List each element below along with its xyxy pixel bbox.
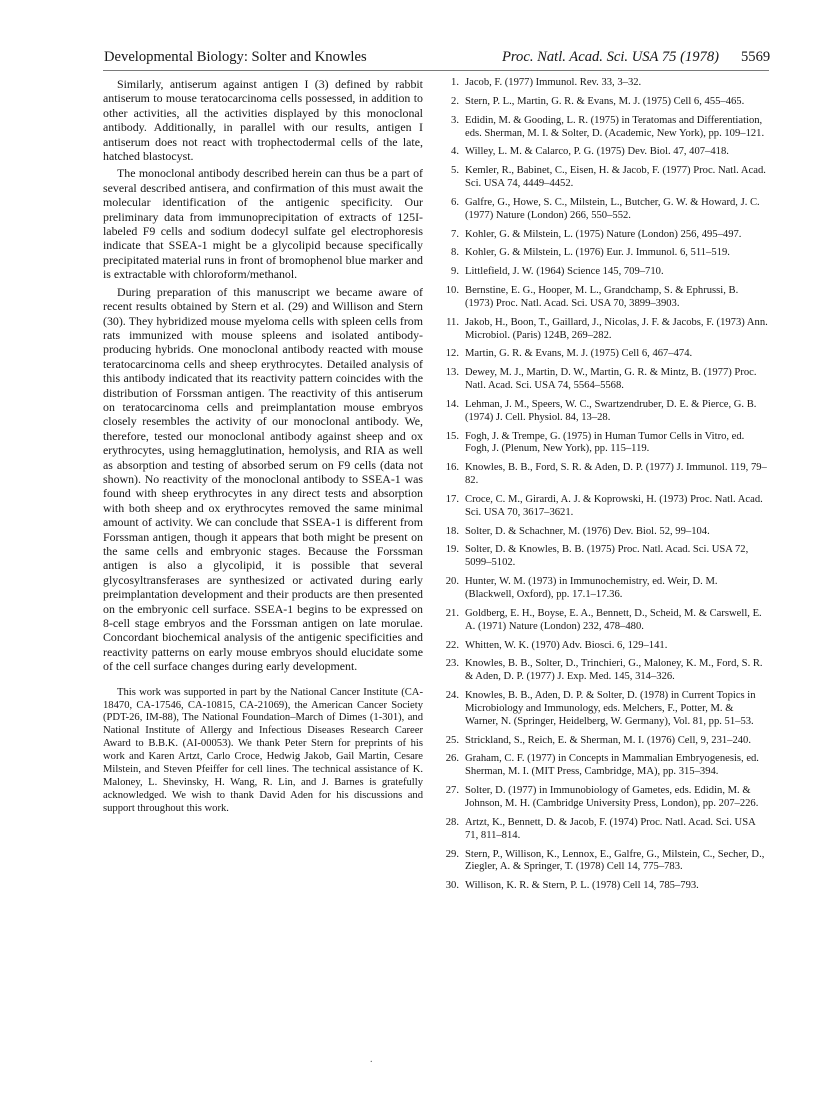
reference-item: [441, 367, 769, 393]
reference-number: 20.: [445, 576, 459, 588]
reference-number: 27.: [445, 785, 459, 797]
reference-item: [441, 77, 769, 90]
reference-item: [441, 785, 769, 811]
body-paragraph-1: Similarly, antiserum against antigen I (3) defined by rabbit antiserum to mouse teratocarcinoma cells possessed, in addition to other activities, all the activities displayed by this monoclonal antibody. Additionally, in parallel with our results, antigen I antiserum does not react with trophectodermal cells of the late, hatched blastocyst.: [103, 77, 423, 164]
reference-number: 5.: [451, 165, 459, 177]
reference-text: Martin, G. R. & Evans, M. J. (1975) Cell 6, 467–474.: [465, 348, 693, 360]
reference-text: Willey, L. M. & Calarco, P. G. (1975) Dev. Biol. 47, 407–418.: [465, 146, 729, 158]
reference-text: Stern, P. L., Martin, G. R. & Evans, M. J. (1975) Cell 6, 455–465.: [465, 95, 745, 107]
reference-number: 11.: [446, 316, 459, 328]
reference-item: [441, 146, 769, 159]
reference-text: Artzt, K., Bennett, D. & Jacob, F. (1974) Proc. Natl. Acad. Sci. USA 71, 811–814.: [465, 816, 756, 841]
reference-number: 19.: [445, 544, 459, 556]
reference-text: Kemler, R., Babinet, C., Eisen, H. & Jacob, F. (1977) Proc. Natl. Acad. Sci. USA 74, 4449–4452.: [465, 165, 766, 189]
reference-item: [441, 753, 769, 779]
reference-number: 25.: [445, 734, 459, 746]
reference-number: 3.: [451, 114, 459, 126]
reference-item: [441, 817, 769, 843]
reference-text: Goldberg, E. H., Boyse, E. A., Bennett, D., Scheid, M. & Carswell, E. A. (1971) Nature (London) 232, 478–480.: [465, 607, 762, 632]
reference-list: [441, 77, 769, 893]
reference-number: 6.: [451, 196, 459, 208]
reference-item: [441, 880, 769, 893]
reference-item: [441, 658, 769, 684]
reference-number: 1.: [451, 77, 459, 88]
reference-item: [441, 317, 769, 343]
journal-citation: Proc. Natl. Acad. Sci. USA 75 (1978): [502, 49, 719, 65]
reference-number: 22.: [445, 639, 459, 651]
reference-text: Knowles, B. B., Ford, S. R. & Aden, D. P. (1977) J. Immunol. 119, 79–82.: [465, 462, 767, 487]
reference-item: [441, 526, 769, 539]
reference-number: 4.: [451, 146, 459, 158]
reference-item: [441, 229, 769, 242]
reference-number: 13.: [445, 367, 459, 379]
reference-text: Fogh, J. & Trempe, G. (1975) in Human Tumor Cells in Vitro, ed. Fogh, J. (Plenum, New York), pp. 115–119.: [465, 430, 745, 455]
reference-number: 9.: [451, 266, 459, 278]
reference-number: 26.: [445, 753, 459, 765]
reference-number: 7.: [451, 228, 459, 240]
reference-number: 8.: [451, 247, 459, 259]
reference-number: 28.: [445, 816, 459, 828]
reference-text: Willison, K. R. & Stern, P. L. (1978) Cell 14, 785–793.: [465, 880, 699, 892]
reference-text: Solter, D. & Schachner, M. (1976) Dev. Biol. 52, 99–104.: [465, 525, 710, 537]
page-mark: .: [370, 1054, 373, 1065]
reference-number: 18.: [445, 525, 459, 537]
reference-text: Hunter, W. M. (1973) in Immunochemistry, ed. Weir, D. M. (Blackwell, Oxford), pp. 17.1–17.36.: [465, 576, 718, 601]
reference-number: 23.: [445, 658, 459, 670]
reference-text: Jacob, F. (1977) Immunol. Rev. 33, 3–32.: [465, 77, 642, 88]
reference-item: [441, 576, 769, 602]
running-head-title: Developmental Biology: Solter and Knowles: [104, 49, 367, 65]
reference-text: Solter, D. (1977) in Immunobiology of Gametes, eds. Edidin, M. & Johnson, M. H. (Cambridge University Press, London), pp. 207–226.: [465, 785, 759, 810]
page-number: 5569: [741, 49, 771, 65]
reference-text: Croce, C. M., Girardi, A. J. & Koprowski, H. (1973) Proc. Natl. Acad. Sci. USA 70, 3617–3621.: [465, 493, 763, 518]
left-column: [103, 77, 423, 816]
reference-text: Kohler, G. & Milstein, L. (1976) Eur. J. Immunol. 6, 511–519.: [465, 247, 730, 259]
reference-item: [441, 462, 769, 488]
reference-number: 12.: [445, 348, 459, 360]
reference-text: Kohler, G. & Milstein, L. (1975) Nature (London) 256, 495–497.: [465, 228, 742, 240]
reference-text: Littlefield, J. W. (1964) Science 145, 709–710.: [465, 266, 664, 278]
reference-number: 21.: [445, 607, 459, 619]
reference-number: 10.: [445, 284, 459, 296]
reference-item: [441, 494, 769, 520]
reference-item: [441, 849, 769, 875]
reference-item: [441, 266, 769, 279]
running-header: [0, 0, 816, 80]
reference-text: Jakob, H., Boon, T., Gaillard, J., Nicolas, J. F. & Jacobs, F. (1973) Ann. Microbiol. (Paris) 124B, 269–282.: [465, 316, 768, 341]
reference-number: 29.: [445, 848, 459, 860]
reference-number: 15.: [445, 430, 459, 442]
reference-item: [441, 247, 769, 260]
reference-item: [441, 608, 769, 634]
reference-item: [441, 399, 769, 425]
reference-item: [441, 285, 769, 311]
reference-text: Whitten, W. K. (1970) Adv. Biosci. 6, 129–141.: [465, 639, 668, 651]
reference-text: Lehman, J. M., Speers, W. C., Swartzendruber, D. E. & Pierce, G. B. (1974) J. Cell. Physiol. 84, 13–28.: [465, 398, 757, 423]
reference-number: 30.: [445, 880, 459, 892]
reference-number: 17.: [445, 493, 459, 505]
body-paragraph-3: During preparation of this manuscript we became aware of recent results obtained by Stern et al. (29) and Willison and Stern (30). They hybridized mouse myeloma cells with spleen cells from rats immunized with mouse spleens and isolated antibody-producing hybrids. One monoclonal antibody reacted with mouse teratocarcinoma cells and sheep erythrocytes. Detailed analysis of this antibody indicated that its reactivity pattern coincides with the distribution of Forssman antigen. The reactivity of this antiserum on teratocarcinoma cells and preimplantation mouse embryos closely resembles the activity of our monoclonal antibody. We, therefore, tested our monoclonal antibody against sheep and ox erythrocytes, using hemagglutination, hemolysis, and RIA as well as absorption and testing of absorbed serum on F9 cells (data not shown). No reactivity of the monoclonal antibody to SSEA-1 was found with sheep erythrocytes in any direct tests and absorption with both sheep and ox erythrocytes removed the same minimal amount of activity. We can conclude that SSEA-1 is different from Forssman antigen, though it appears that both might be present on the same cells and embryonic stages. Because the Forssman antigen is also a glycolipid, it is possible that several glycosyltransferases are synthesized or activated during early preimplantation development and their products are then presented on the embryonic cell surface. SSEA-1 begins to be expressed on 8-cell stage embryos and the Forssman antigen on late morulae. Concordant biochemical analysis of the antigenic specificities and reactivity patterns on early mouse embryos should elucidate some of the cell surface changes during early development.: [103, 284, 423, 674]
reference-text: Dewey, M. J., Martin, D. W., Martin, G. R. & Mintz, B. (1977) Proc. Natl. Acad. Sci. USA 74, 5564–5568.: [465, 367, 757, 391]
header-rule: [103, 70, 769, 71]
reference-item: [441, 348, 769, 361]
reference-number: 16.: [445, 462, 459, 474]
reference-number: 2.: [451, 95, 459, 107]
reference-text: Edidin, M. & Gooding, L. R. (1975) in Teratomas and Differentiation, eds. Sherman, M. I. & Solter, D. (Academic, New York), pp. 109–121.: [465, 114, 765, 139]
reference-text: Knowles, B. B., Solter, D., Trinchieri, G., Maloney, K. M., Ford, S. R. & Aden, D. P. (1977) J. Exp. Med. 145, 314–326.: [465, 658, 763, 683]
acknowledgment-paragraph: This work was supported in part by the National Cancer Institute (CA-18470, CA-17546, CA-10815, CA-21069), the American Cancer Society (PDT-26, IM-88), The National Foundation–March of Dimes (1-301), and National Institute of Allergy and Infectious Diseases Research Career Award to B.B.K. (AI-00053). We thank Peter Stern for preprints of his work and Karen Artzt, Carlo Croce, Hedwig Jakob, Gail Martin, Cesare Milstein, and Steven Pfeiffer for cell lines. The technical assistance of K. Maloney, L. Shevinsky, H. Wang, R. Lin, and J. Barnes is gratefully acknowledged. We wish to thank David Aden for his discussions and support throughout this work.: [103, 686, 423, 814]
body-paragraph-2: The monoclonal antibody described herein can thus be a part of several described antisera, and confirmation of this must await the molecular identification of the antigenic specificity. Our preliminary data from immunoprecipitation of extracts of 125I-labeled F9 cells and sodium dodecyl sulfate gel electrophoresis indicate that SSEA-1 might be a glycolipid because specifically precipitated material runs in front of bromophenol blue marker and is extractable with chloroform/methanol.: [103, 166, 423, 282]
reference-item: [441, 431, 769, 457]
reference-text: Galfre, G., Howe, S. C., Milstein, L., Butcher, G. W. & Howard, J. C. (1977) Nature (London) 266, 550–552.: [465, 196, 760, 221]
reference-item: [441, 197, 769, 223]
reference-item: [441, 640, 769, 653]
reference-text: Stern, P., Willison, K., Lennox, E., Galfre, G., Milstein, C., Secher, D., Ziegler, A. & Springer, T. (1978) Cell 14, 775–783.: [465, 848, 765, 873]
reference-item: [441, 165, 769, 191]
reference-number: 14.: [445, 398, 459, 410]
reference-number: 24.: [445, 690, 459, 702]
reference-text: Solter, D. & Knowles, B. B. (1975) Proc. Natl. Acad. Sci. USA 72, 5099–5102.: [465, 544, 749, 569]
reference-item: [441, 96, 769, 109]
reference-text: Bernstine, E. G., Hooper, M. L., Grandchamp, S. & Ephrussi, B. (1973) Proc. Natl. Acad. Sci. USA 70, 3899–3903.: [465, 284, 739, 309]
reference-item: [441, 735, 769, 748]
references-column: [441, 77, 769, 899]
reference-item: [441, 690, 769, 729]
reference-item: [441, 115, 769, 141]
reference-text: Strickland, S., Reich, E. & Sherman, M. I. (1976) Cell, 9, 231–240.: [465, 734, 752, 746]
reference-text: Knowles, B. B., Aden, D. P. & Solter, D. (1978) in Current Topics in Microbiology and Immunology, eds. Melchers, F., Potter, M. & Warner, N. (Springer, Heidelberg, W. Germany), Vol. 81, pp. 51–53.: [465, 690, 756, 727]
reference-text: Graham, C. F. (1977) in Concepts in Mammalian Embryogenesis, ed. Sherman, M. I. (MIT Press, Cambridge, MA), pp. 315–394.: [465, 753, 759, 778]
reference-item: [441, 544, 769, 570]
